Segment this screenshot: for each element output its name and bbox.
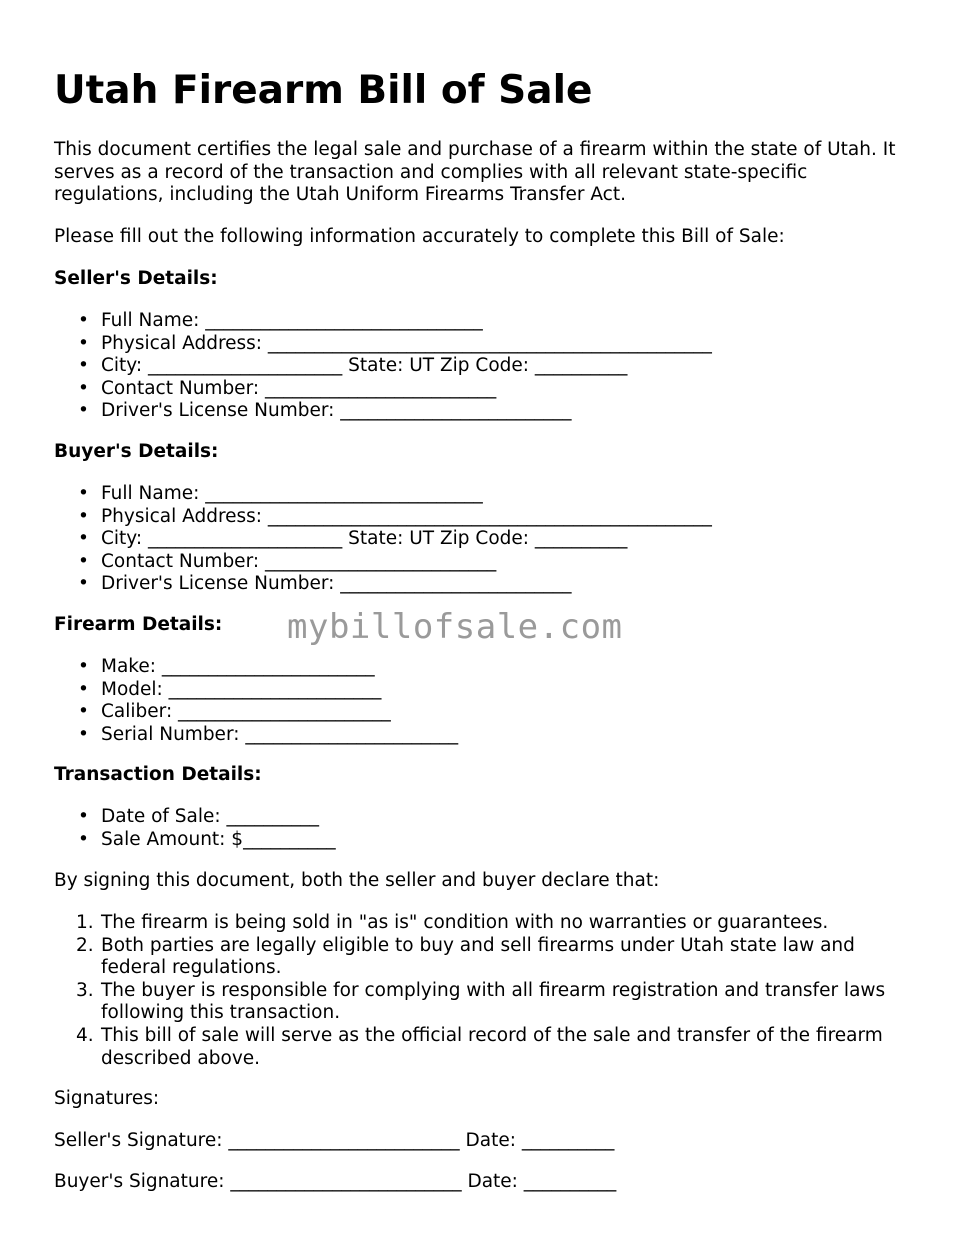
- page-title: Utah Firearm Bill of Sale: [54, 68, 593, 113]
- declaration-text: The buyer is responsible for complying with all firearm registration and transfer laws following this transaction.: [101, 979, 886, 1024]
- buyer-contact-field: • Contact Number: _________________________: [54, 551, 712, 574]
- buyer-details-list: [54, 483, 712, 596]
- declaration-number: 2.: [76, 934, 94, 956]
- declaration-number: 3.: [76, 979, 94, 1001]
- declaration-number: 4.: [76, 1024, 94, 1046]
- firearm-caliber-field: • Caliber: _______________________: [54, 701, 458, 724]
- declaration-item: [54, 935, 919, 980]
- seller-license-field: • Driver's License Number: _________________________: [54, 400, 712, 423]
- watermark: mybillofsale.com: [287, 607, 623, 647]
- firearm-heading: Firearm Details:: [54, 614, 223, 635]
- declaration-item: [54, 980, 919, 1025]
- buyer-address-field: • Physical Address: ________________________________________________: [54, 506, 712, 529]
- declaration-intro: By signing this document, both the seller and buyer declare that:: [54, 870, 660, 891]
- firearm-make-field: • Make: _______________________: [54, 656, 458, 679]
- intro-paragraph: This document certifies the legal sale and purchase of a firearm within the state of Utah. It serves as a record of the transaction and complies with all relevant state-specific regulations, including the Utah Uniform Firearms Transfer Act.: [54, 139, 896, 206]
- seller-full-name-field: • Full Name: ______________________________: [54, 310, 712, 333]
- seller-address-field: • Physical Address: ________________________________________________: [54, 333, 712, 356]
- buyer-full-name-field: • Full Name: ______________________________: [54, 483, 712, 506]
- date-of-sale-field: • Date of Sale: __________: [54, 806, 336, 829]
- transaction-details-list: [54, 806, 336, 851]
- buyer-city-field: • City: _____________________ State: UT Zip Code: __________: [54, 528, 712, 551]
- seller-details-list: [54, 310, 712, 423]
- seller-heading: Seller's Details:: [54, 268, 218, 289]
- declaration-item: [54, 912, 919, 935]
- declaration-item: [54, 1025, 919, 1070]
- seller-contact-field: • Contact Number: _________________________: [54, 378, 712, 401]
- declaration-text: The firearm is being sold in "as is" condition with no warranties or guarantees.: [101, 912, 829, 933]
- buyer-signature-line: Buyer's Signature: _________________________ Date: __________: [54, 1171, 617, 1192]
- firearm-serial-field: • Serial Number: _______________________: [54, 724, 458, 747]
- seller-city-field: • City: _____________________ State: UT Zip Code: __________: [54, 355, 712, 378]
- buyer-heading: Buyer's Details:: [54, 441, 219, 462]
- transaction-heading: Transaction Details:: [54, 764, 262, 785]
- firearm-model-field: • Model: _______________________: [54, 679, 458, 702]
- seller-signature-line: Seller's Signature: _________________________ Date: __________: [54, 1130, 615, 1151]
- firearm-details-list: [54, 656, 458, 746]
- declarations-list: [54, 912, 919, 1070]
- declaration-text: This bill of sale will serve as the official record of the sale and transfer of the firearm described above.: [101, 1024, 883, 1069]
- instructions-text: Please fill out the following information accurately to complete this Bill of Sale:: [54, 226, 785, 247]
- declaration-number: 1.: [76, 912, 94, 933]
- signatures-label: Signatures:: [54, 1088, 160, 1109]
- declaration-text: Both parties are legally eligible to buy and sell firearms under Utah state law and federal regulations.: [101, 934, 855, 979]
- sale-amount-field: • Sale Amount: $__________: [54, 829, 336, 852]
- buyer-license-field: • Driver's License Number: _________________________: [54, 573, 712, 596]
